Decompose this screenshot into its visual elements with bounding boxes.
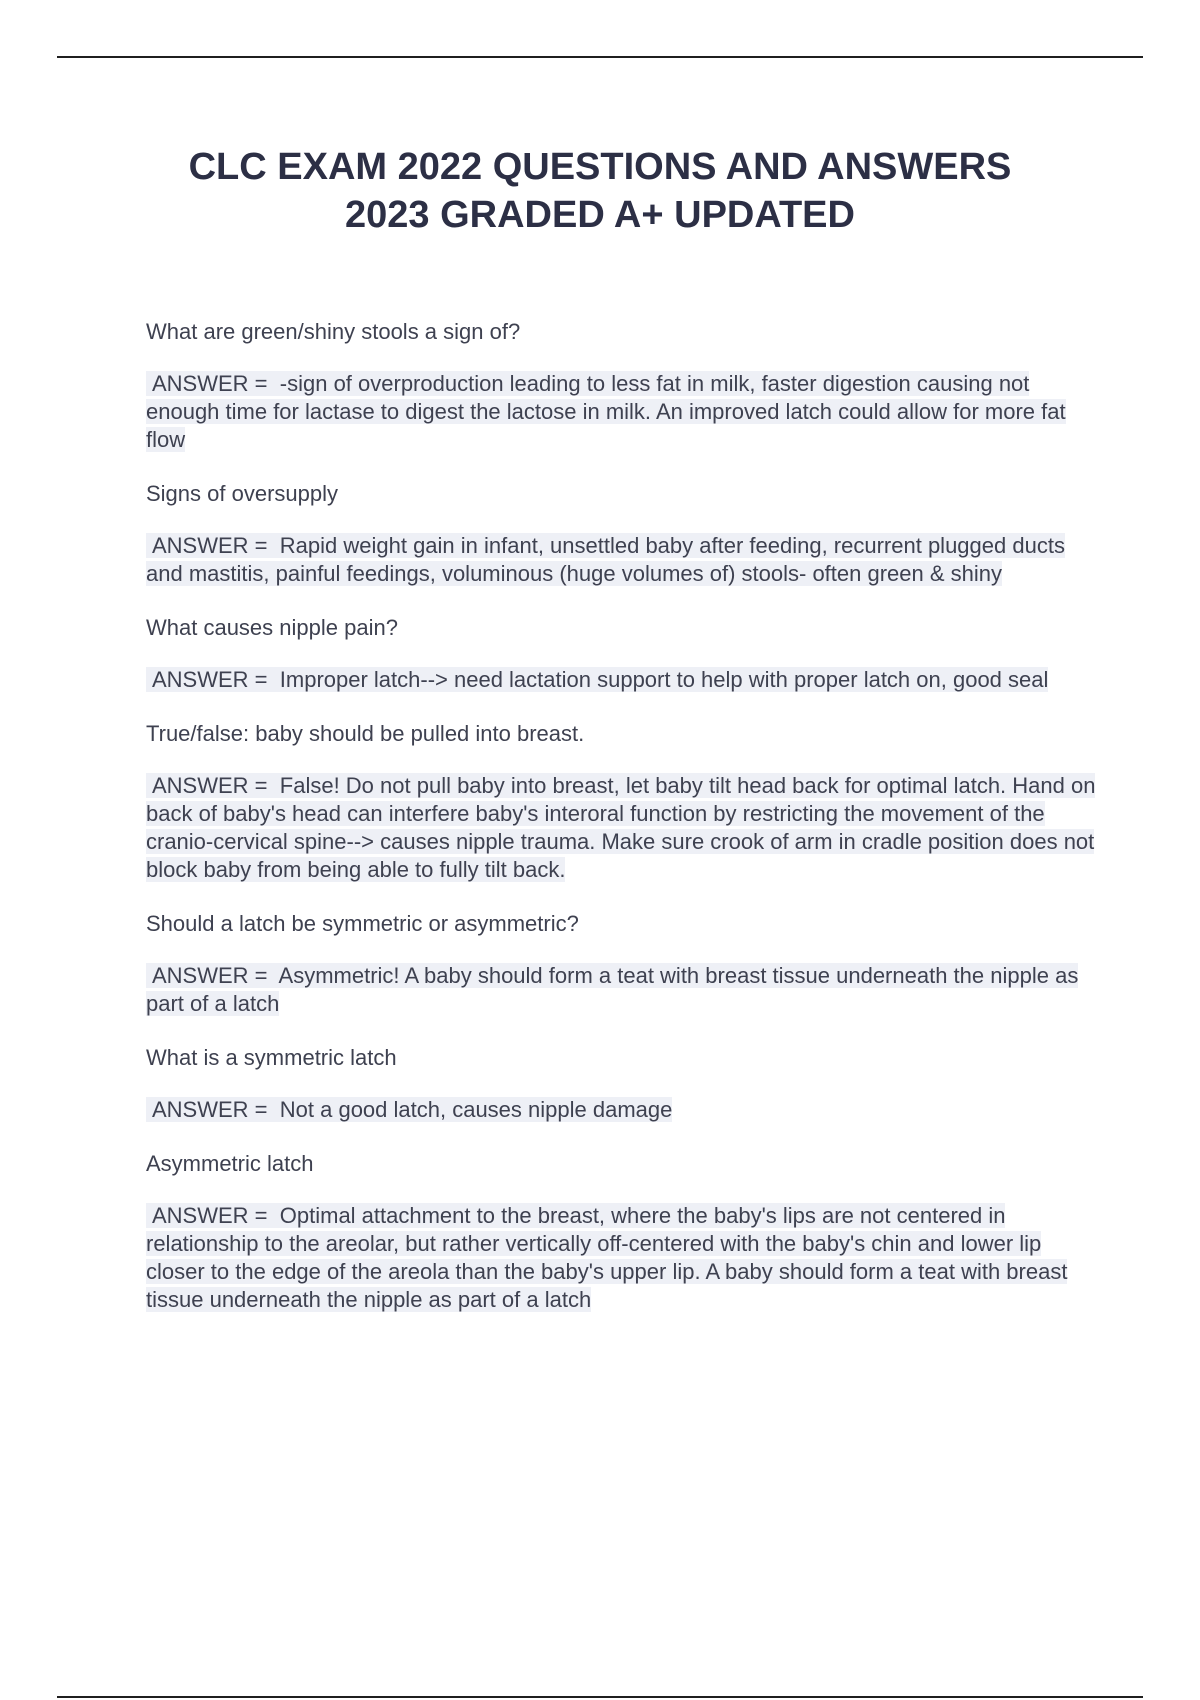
bottom-rule: [57, 1696, 1143, 1698]
answer-text: False! Do not pull baby into breast, let baby tilt head back for optimal latch. Hand on back of baby's head can interfere baby's interoral function by restricting the movement of the cranio-cervical spine--> causes nipple trauma. Make sure crook of arm in cradle position does not block baby from being able to fully tilt back.: [146, 773, 1096, 882]
answer-prefix: ANSWER =: [146, 533, 268, 558]
answer-block: [146, 1096, 1096, 1124]
answer-prefix: ANSWER =: [146, 963, 268, 988]
qa-item-4: [146, 720, 1096, 884]
question-text: True/false: baby should be pulled into breast.: [146, 721, 585, 746]
qa-item-3: [146, 614, 1096, 694]
qa-item-7: [146, 1150, 1096, 1314]
answer-text: Not a good latch, causes nipple damage: [279, 1097, 673, 1122]
question-text: Signs of oversupply: [146, 481, 338, 506]
answer-prefix: ANSWER =: [146, 1203, 268, 1228]
answer-prefix: ANSWER =: [146, 773, 268, 798]
qa-item-6: [146, 1044, 1096, 1124]
qa-item-2: [146, 480, 1096, 588]
top-rule: [57, 56, 1143, 58]
title-line-2: 2023 GRADED A+ UPDATED: [345, 194, 855, 236]
answer-block: [146, 666, 1096, 694]
answer-prefix: ANSWER =: [146, 371, 268, 396]
answer-block: [146, 370, 1096, 454]
qa-list: [146, 318, 1096, 1340]
answer-text: Asymmetric! A baby should form a teat with breast tissue underneath the nipple as part of a latch: [146, 963, 1079, 1016]
question-text: Should a latch be symmetric or asymmetric?: [146, 911, 579, 936]
title-line-1: CLC EXAM 2022 QUESTIONS AND ANSWERS: [188, 146, 1012, 188]
answer-text: Improper latch--> need lactation support to help with proper latch on, good seal: [279, 667, 1049, 692]
document-title: [100, 143, 1100, 239]
answer-prefix: ANSWER =: [146, 667, 268, 692]
question-text: What causes nipple pain?: [146, 615, 398, 640]
question-text: What are green/shiny stools a sign of?: [146, 319, 521, 344]
question-text: What is a symmetric latch: [146, 1045, 397, 1070]
qa-item-1: [146, 318, 1096, 454]
answer-prefix: ANSWER =: [146, 1097, 268, 1122]
answer-text: -sign of overproduction leading to less fat in milk, faster digestion causing not enough time for lactase to digest the lactose in milk. An improved latch could allow for more fat flow: [146, 371, 1066, 452]
answer-block: [146, 772, 1096, 884]
answer-block: [146, 532, 1096, 588]
question-text: Asymmetric latch: [146, 1151, 314, 1176]
answer-block: [146, 1202, 1096, 1314]
answer-text: Optimal attachment to the breast, where the baby's lips are not centered in relationship to the areolar, but rather vertically off-centered with the baby's chin and lower lip closer to the edge of the areola than the baby's upper lip. A baby should form a teat with breast tissue underneath the nipple as part of a latch: [146, 1203, 1068, 1312]
answer-text: Rapid weight gain in infant, unsettled baby after feeding, recurrent plugged ducts and mastitis, painful feedings, voluminous (huge volumes of) stools- often green & shiny: [146, 533, 1065, 586]
qa-item-5: [146, 910, 1096, 1018]
answer-block: [146, 962, 1096, 1018]
